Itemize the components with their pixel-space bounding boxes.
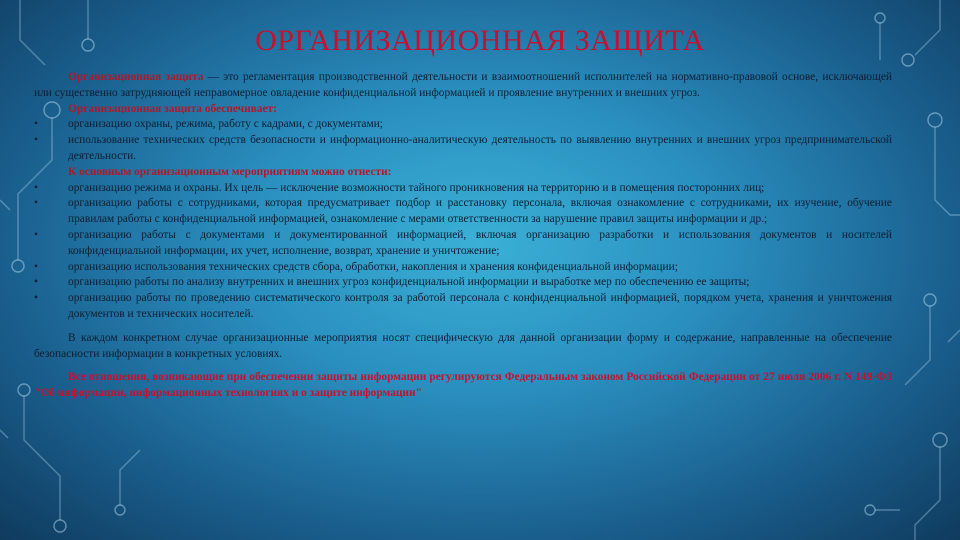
list-item bbox=[34, 260, 892, 276]
provides-item: использование технических средств безопасности и информационно-аналитическую деятельность по выявлению внутренних и внешних угроз предпринимательской деятельности. bbox=[68, 134, 892, 162]
intro-term: Организационная защита bbox=[68, 71, 204, 83]
measures-item: организацию работы по анализу внутренних и внешних угроз конфиденциальной информации и выработке мер по обеспечению ее защиты; bbox=[68, 276, 750, 289]
bullet-mark: • bbox=[34, 276, 38, 289]
bullet-mark: • bbox=[34, 292, 38, 305]
provides-item: организацию охраны, режима, работу с кадрами, с документами; bbox=[68, 118, 383, 131]
list-item bbox=[34, 181, 892, 197]
list-item bbox=[34, 275, 892, 291]
measures-item: организацию работы с сотрудниками, которая предусматривает подбор и расстановку персонала, включая ознакомление с сотрудниками, их изучение, обучение правилам работы с конфиденциальной информацией, ознакомление с мерами ответственности за нарушение правил защиты информации и др.; bbox=[68, 197, 892, 226]
measures-heading: К основным организационным мероприятиям можно отнести: bbox=[68, 165, 392, 178]
slide-title: ОРГАНИЗАЦИОННАЯ ЗАЩИТА bbox=[255, 24, 705, 57]
list-item bbox=[34, 196, 892, 228]
spacer bbox=[34, 362, 892, 370]
bullet-mark: • bbox=[34, 181, 38, 194]
conclusion-paragraph: В каждом конкретном случае организационные мероприятия носят специфическую для данной организации форму и содержание, направленные на обеспечение безопасности информации в конкретных условиях. bbox=[34, 331, 892, 360]
intro-text: — это регламентация производственной деятельности и взаимоотношений исполнителей на нормативно-правовой основе, исключающей или существенно затрудняющей неправомерное овладение конфиденциальной информацией и проявление внутренних и внешних угроз. bbox=[34, 71, 892, 99]
measures-item: организацию работы по проведению систематического контроля за работой персонала с конфиденциальной информацией, порядком учета, хранения и уничтожения документов и технических носителей. bbox=[68, 292, 892, 320]
spacer bbox=[34, 323, 892, 331]
list-item bbox=[34, 133, 892, 165]
bullet-mark: • bbox=[34, 197, 38, 210]
list-item bbox=[34, 228, 892, 260]
bullet-mark: • bbox=[34, 260, 38, 273]
provides-heading: Организационная защита обеспечивает: bbox=[68, 102, 277, 115]
bullet-mark: • bbox=[34, 228, 38, 241]
slide-content bbox=[34, 70, 892, 402]
list-item bbox=[34, 291, 892, 323]
measures-item: организацию использования технических средств сбора, обработки, накопления и хранения конфиденциальной информации; bbox=[68, 260, 678, 273]
intro-paragraph bbox=[34, 70, 892, 102]
measures-item: организацию режима и охраны. Их цель — исключение возможности тайного проникновения на территорию и в помещения посторонних лиц; bbox=[68, 181, 765, 194]
bullet-mark: • bbox=[34, 118, 38, 131]
measures-item: организацию работы с документами и документированной информацией, включая организацию разработки и использования документов и носителей конфиденциальной информации, их учет, исполнение, возврат, хранение и уничтожение; bbox=[68, 228, 892, 257]
legal-note: Все отношения, возникающие при обеспечении защиты информации регулируются Федеральным законом Российской Федерации от 27 июля 2006 г. N 149-ФЗ "Об информации, информационных технологиях и о защите информации" bbox=[34, 371, 892, 400]
bullet-mark: • bbox=[34, 134, 38, 147]
list-item bbox=[34, 117, 892, 133]
